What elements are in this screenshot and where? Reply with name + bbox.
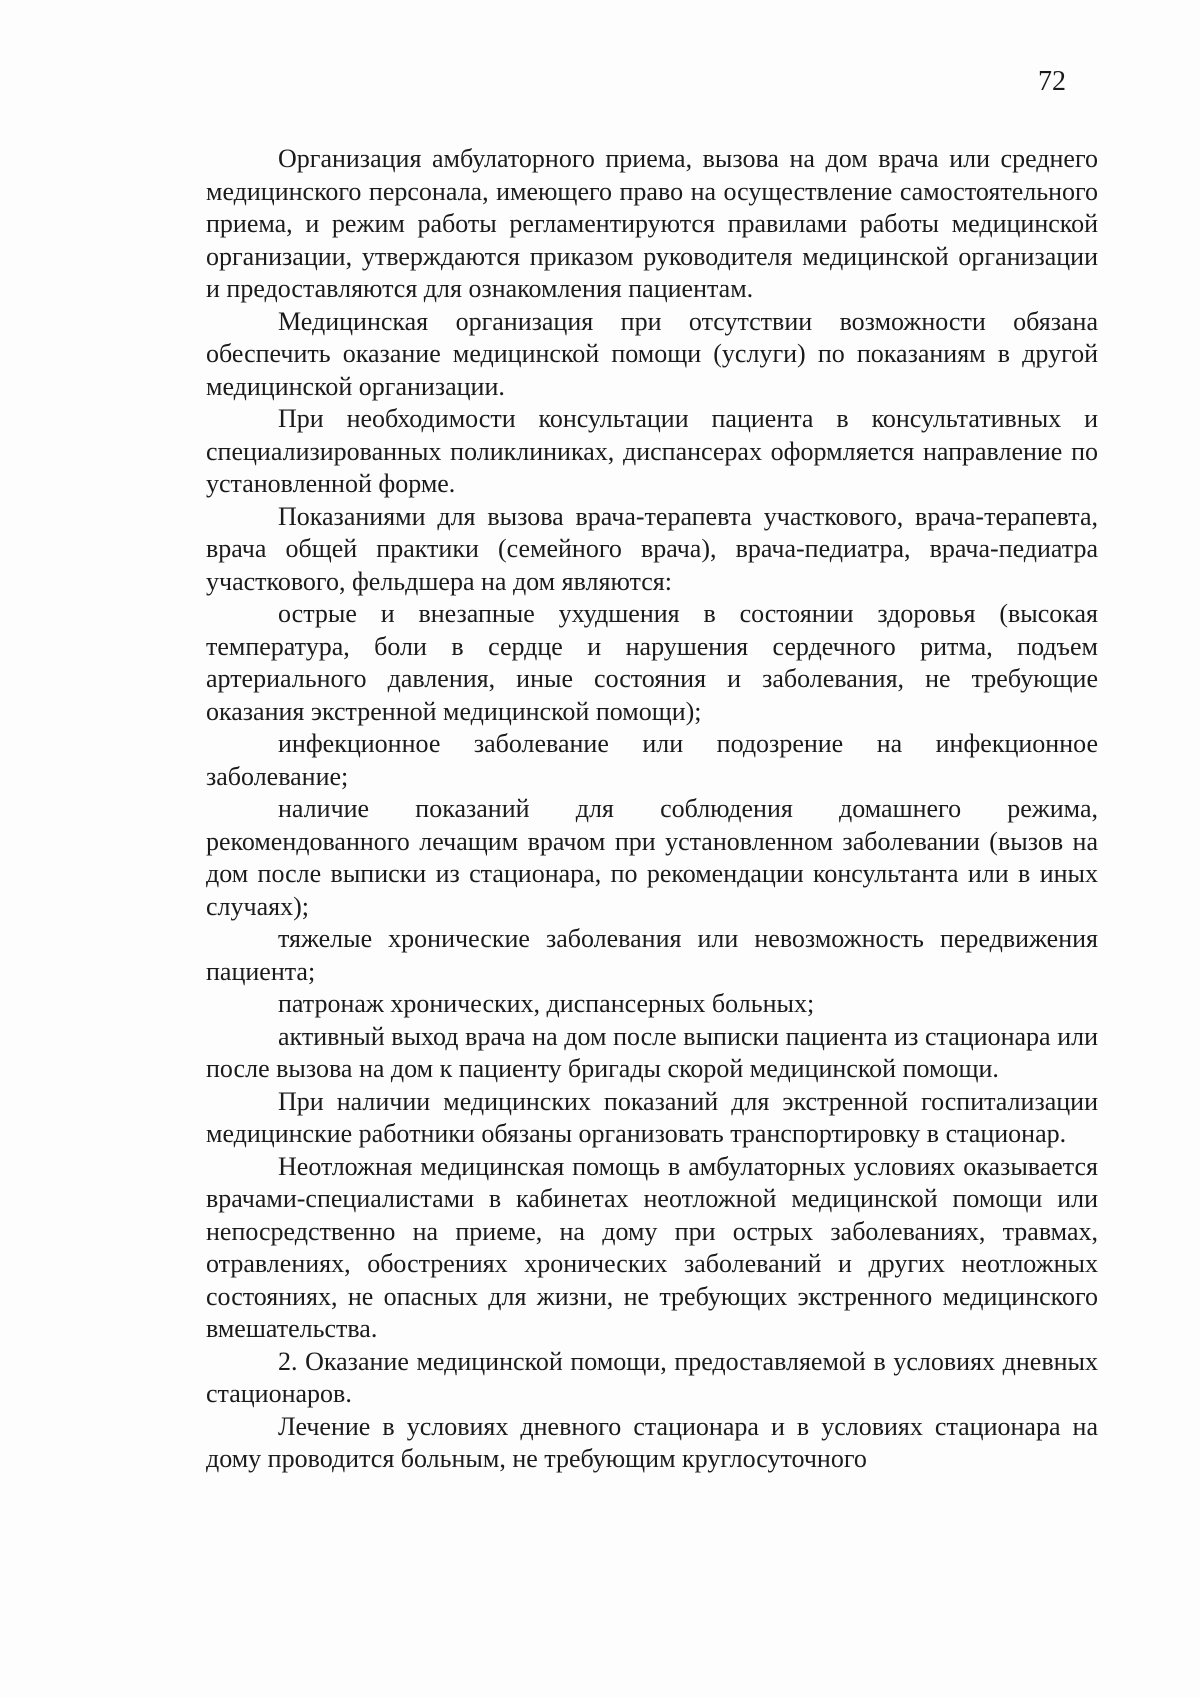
list-item-patronage: патронаж хронических, диспансерных больных; xyxy=(278,989,815,1018)
paragraph-other-organization: Медицинская организация при отсутствии возможности обязана обеспечить оказание медицинской помощи (услуги) по показаниям в другой медицинской организации. xyxy=(206,306,1098,401)
section-heading-day-hospital: 2. Оказание медицинской помощи, предоставляемой в условиях дневных стационаров. xyxy=(206,1346,1098,1408)
paragraph-emergency-hospitalization: При наличии медицинских показаний для экстренной госпитализации медицинские работники обязаны организовать транспортировку в стационар. xyxy=(206,1086,1098,1148)
list-item-chronic-disease: тяжелые хронические заболевания или невозможность передвижения пациента; xyxy=(206,924,1098,986)
paragraph-urgent-care: Неотложная медицинская помощь в амбулаторных условиях оказывается врачами-специалистами в кабинетах неотложной медицинской помощи или непосредственно на приеме, на дому при острых заболеваниях, травмах, отравлениях, обострениях хронических заболеваний и других неотложных состояниях, не опасных для жизни, не требующих экстренного медицинского вмешательства. xyxy=(206,1151,1098,1343)
paragraph-consultation-referral: При необходимости консультации пациента в консультативных и специализированных поликлиниках, диспансерах оформляется направление по установленной форме. xyxy=(206,404,1098,498)
list-item-home-regime: наличие показаний для соблюдения домашнего режима, рекомендованного лечащим врачом при установленном заболевании (вызов на дом после выписки из стационара, по рекомендации консультанта или в иных случаях); xyxy=(206,794,1098,921)
list-item-infectious-disease: инфекционное заболевание или подозрение на инфекционное заболевание; xyxy=(206,729,1098,791)
paragraph-outpatient-organization: Организация амбулаторного приема, вызова на дом врача или среднего медицинского персонала, имеющего право на осуществление самостоятельного приема, и режим работы регламентируются правилами работы медицинской организации, утверждаются приказом руководителя медицинской организации и предоставляются для ознакомления пациентам. xyxy=(206,144,1098,303)
page-number: 72 xyxy=(1038,66,1066,97)
list-item-acute-deterioration: острые и внезапные ухудшения в состоянии здоровья (высокая температура, боли в сердце и нарушения сердечного ритма, подъем артериального давления, иные состояния и заболевания, не требующие оказания экстренной медицинской помощи); xyxy=(206,599,1098,726)
paragraph-day-hospital-treatment: Лечение в условиях дневного стационара и в условиях стационара на дому проводится больным, не требующим круглосуточного xyxy=(206,1411,1098,1473)
paragraph-home-call-indications: Показаниями для вызова врача-терапевта участкового, врача-терапевта, врача общей практики (семейного врача), врача-педиатра, врача-педиатра участкового, фельдшера на дом являются: xyxy=(206,501,1098,596)
list-item-active-visit: активный выход врача на дом после выписки пациента из стационара или после вызова на дом к пациенту бригады скорой медицинской помощи. xyxy=(206,1021,1098,1083)
document-body xyxy=(206,143,1098,1476)
